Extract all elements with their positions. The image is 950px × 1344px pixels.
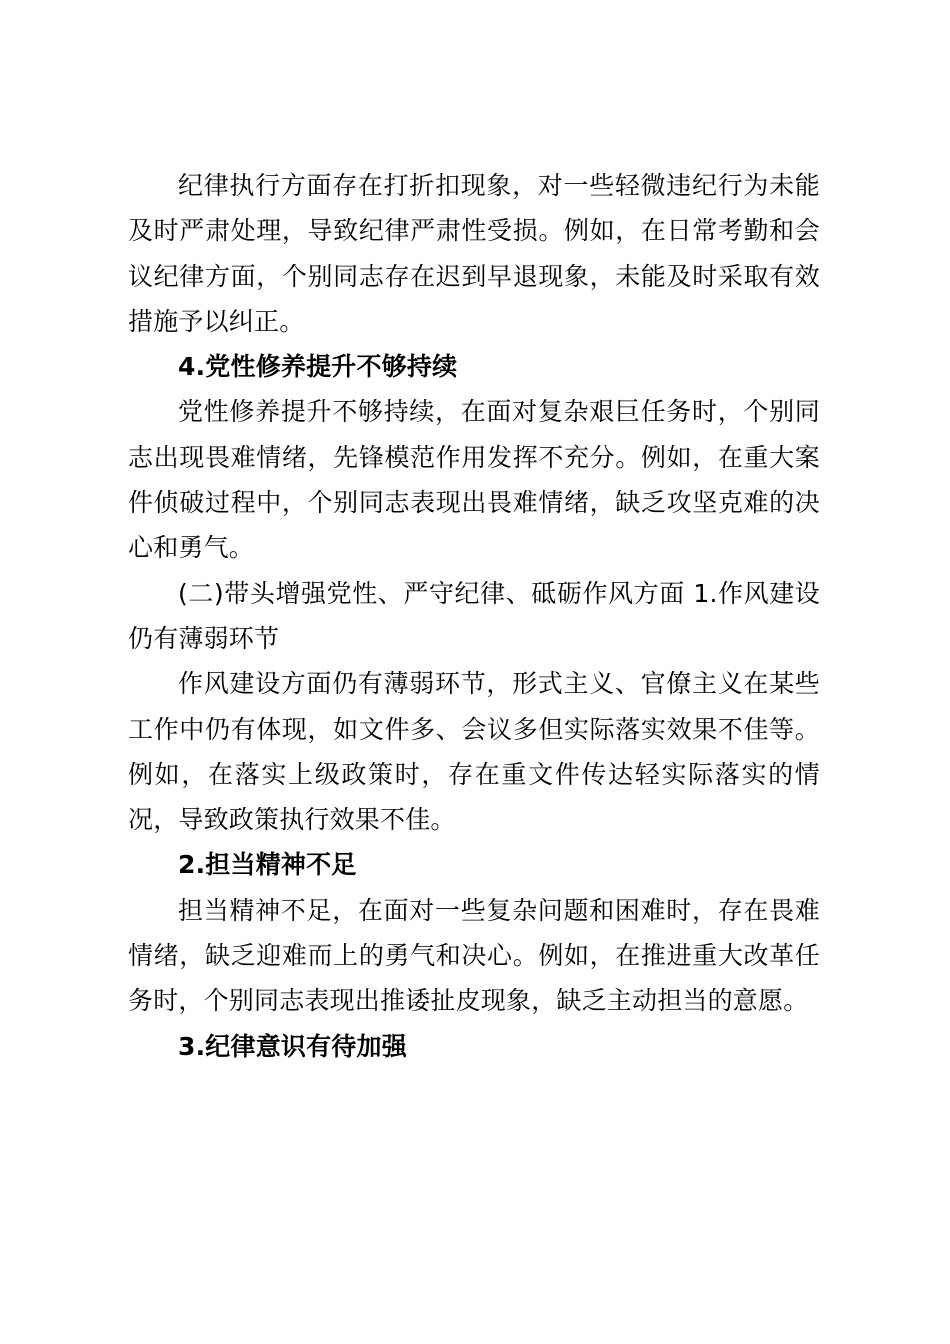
section-heading-combined: (二)带头增强党性、严守纪律、砥砺作风方面 1.作风建设仍有薄弱环节 (128, 578, 820, 653)
body-paragraph: 作风建设方面仍有薄弱环节，形式主义、官僚主义在某些工作中仍有体现，如文件多、会议多但实际落实效果不佳等。例如，在落实上级政策时，存在重文件传达轻实际落实的情况，导致政策执行效果不佳。 (128, 669, 820, 835)
body-paragraph: 党性修养提升不够持续，在面对复杂艰巨任务时，个别同志出现畏难情绪，先锋模范作用发挥不充分。例如，在重大案件侦破过程中，个别同志表现出畏难情绪，缺乏攻坚克难的决心和勇气。 (128, 397, 820, 563)
section-heading: 2.担当精神不足 (178, 850, 357, 880)
document-page (128, 163, 820, 1069)
body-paragraph: 纪律执行方面存在打折扣现象，对一些轻微违纪行为未能及时严肃处理，导致纪律严肃性受损。例如，在日常考勤和会议纪律方面，个别同志存在迟到早退现象，未能及时采取有效措施予以纠正。 (128, 171, 820, 336)
section-heading: 3.纪律意识有待加强 (178, 1031, 407, 1061)
section-heading: 4.党性修养提升不够持续 (178, 352, 458, 382)
body-paragraph: 担当精神不足，在面对一些复杂问题和困难时，存在畏难情绪，缺乏迎难而上的勇气和决心。例如，在推进重大改革任务时，个别同志表现出推诿扯皮现象，缺乏主动担当的意愿。 (128, 895, 820, 1016)
